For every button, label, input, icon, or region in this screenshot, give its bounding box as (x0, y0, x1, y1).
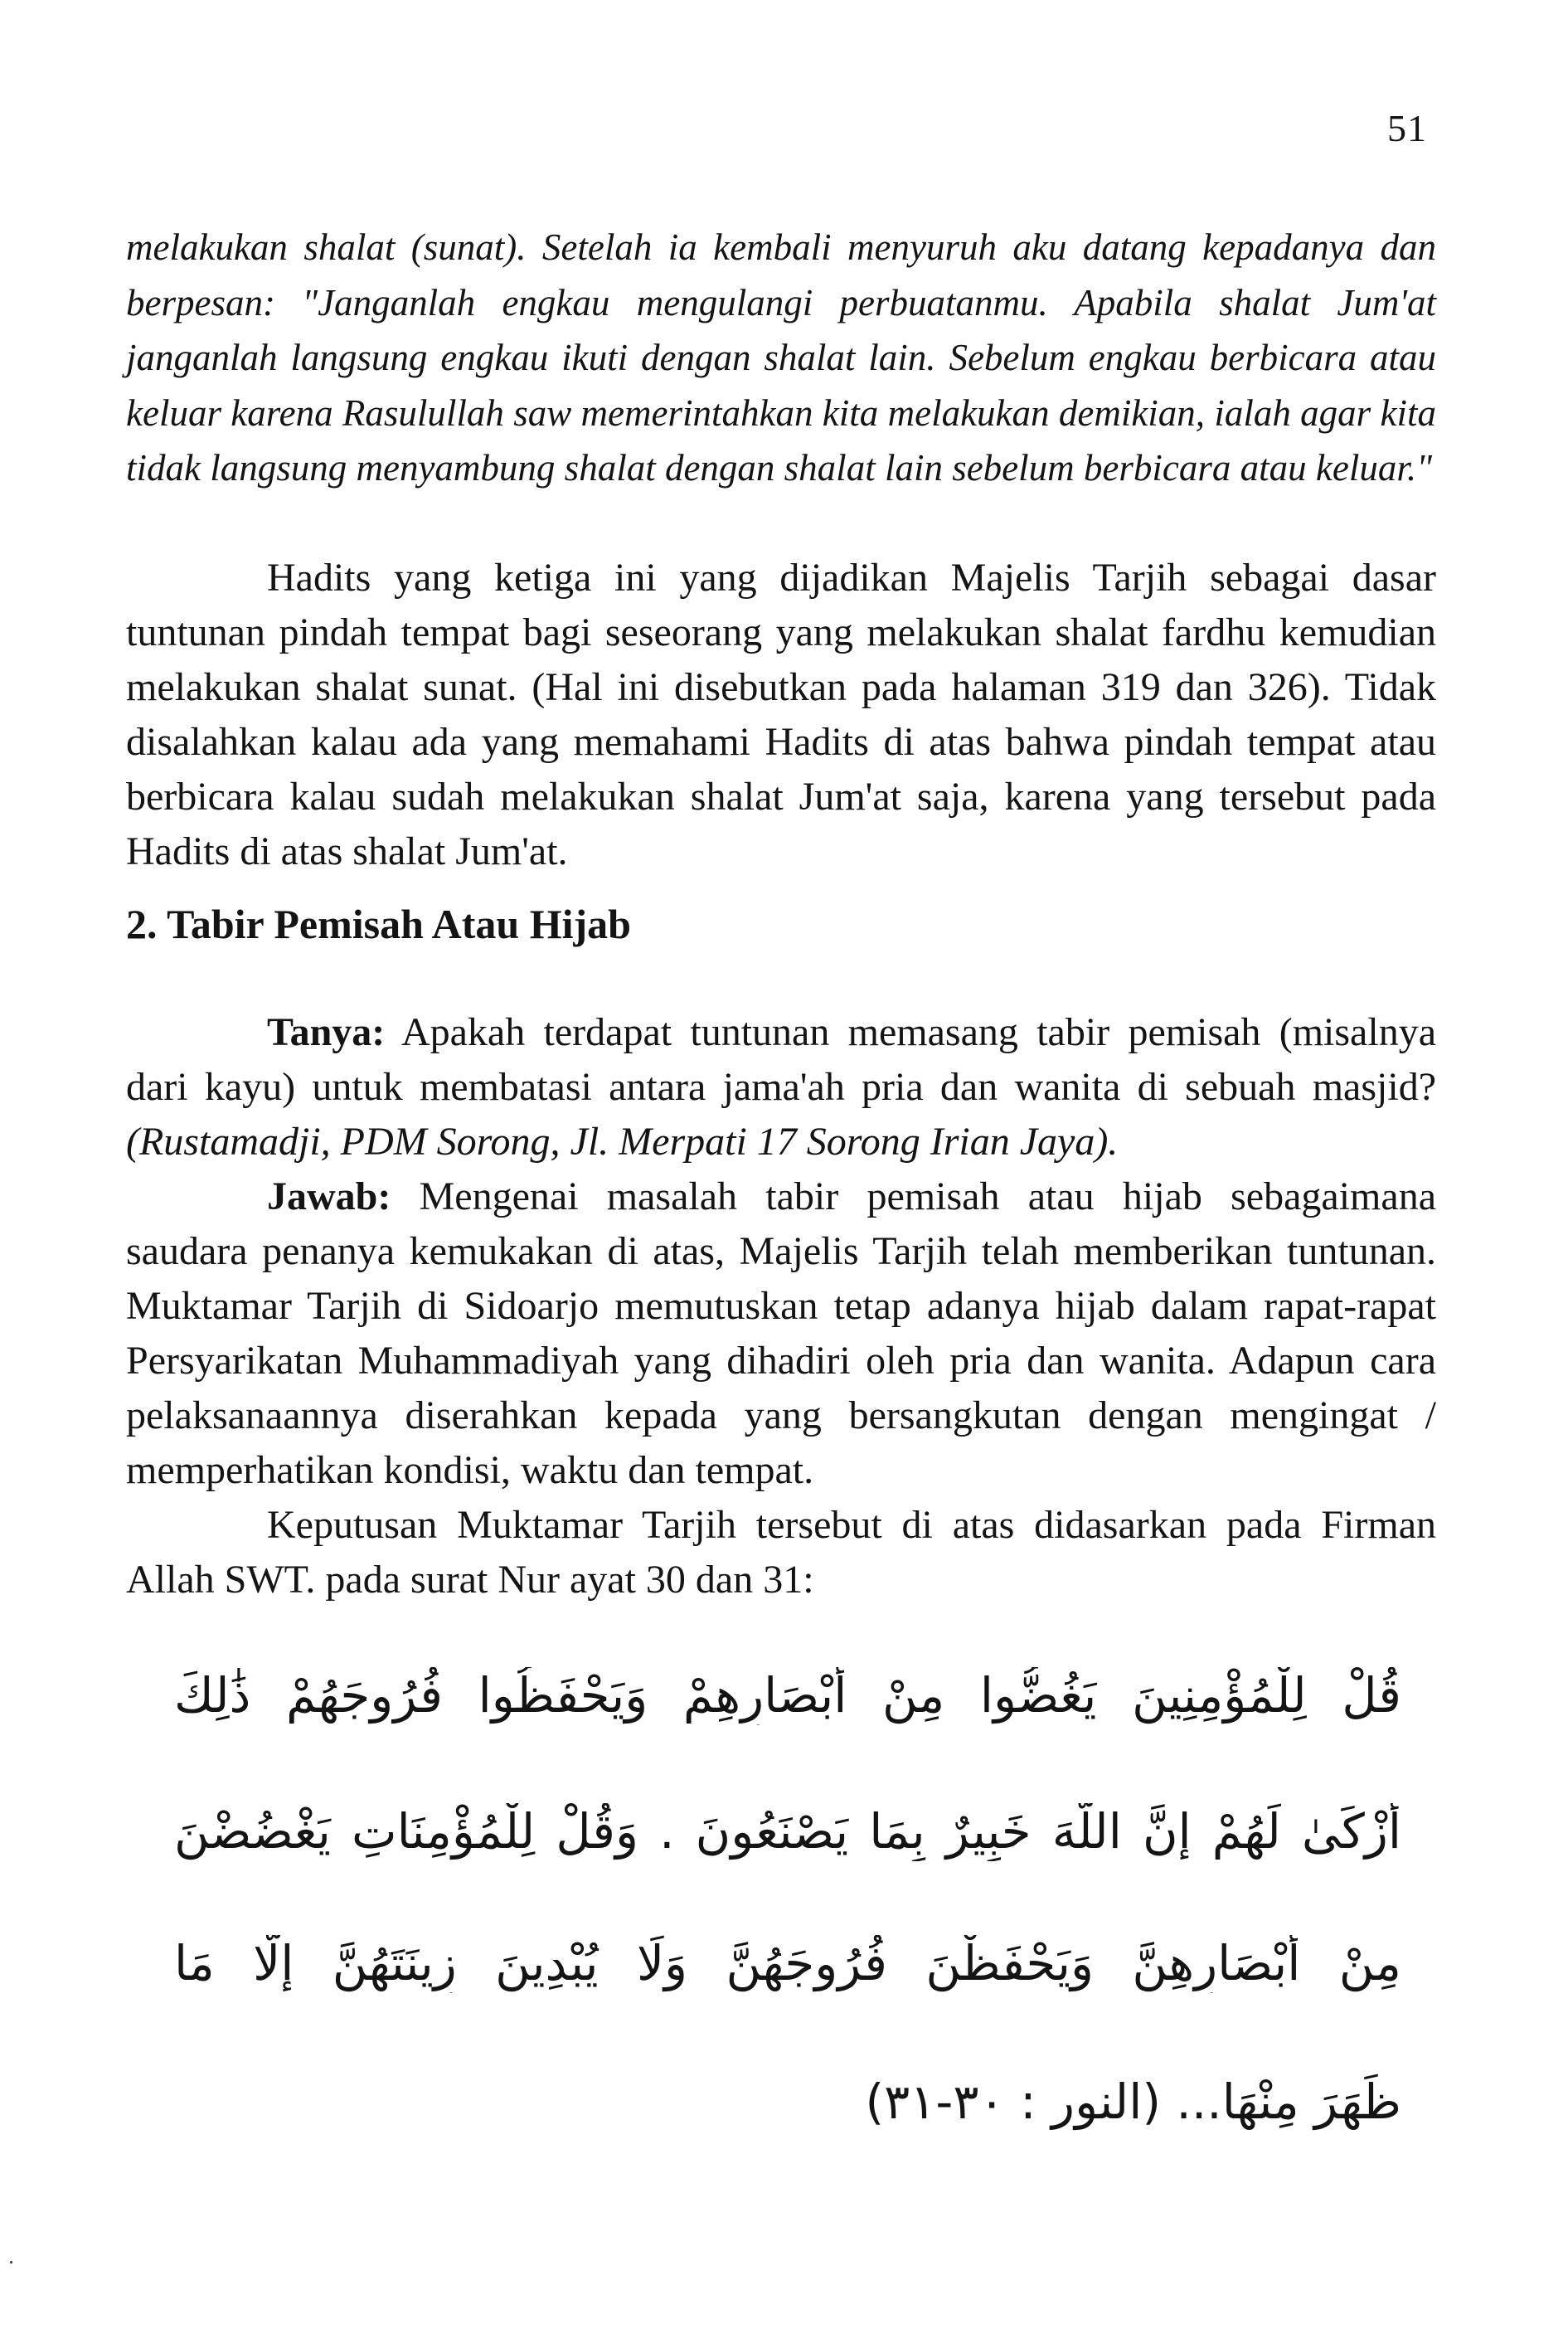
commentary-block (126, 551, 1436, 879)
question-paragraph (126, 1005, 1436, 1169)
arabic-verse-line-4: ظَهَرَ مِنْهَا... (النور : ٣٠-٣١) (865, 2074, 1401, 2130)
paragraph-hadits: Hadits yang ketiga ini yang dijadikan Majelis Tarjih sebagai dasar tuntunan pindah tempat bagi seseorang yang melakukan shalat fardhu kemudian melakukan shalat sunat. (Hal ini disebutkan pada halaman 319 dan 326). Tidak disalahkan kalau ada yang memahami Hadits di atas bahwa pindah tempat atau berbicara kalau sudah melakukan shalat Jum'at saja, karena yang tersebut pada Hadits di atas shalat Jum'at. (126, 556, 1436, 873)
answer-label: Jawab: (267, 1174, 391, 1218)
paragraph-keputusan: Keputusan Muktamar Tarjih tersebut di atas didasarkan pada Firman Allah SWT. pada surat Nur ayat 30 dan 31: (126, 1503, 1436, 1602)
hadith-quote-text: melakukan shalat (sunat). Setelah ia kembali menyuruh aku datang kepadanya dan berpesan: "Janganlah engkau mengulangi perbuatanmu. Apabila shalat Jum'at janganlah langsung engkau ikuti dengan shalat lain. Sebelum engkau berbicara atau keluar karena Rasulullah saw memerintahkan kita melakukan demikian, ialah agar kita tidak langsung menyambung shalat dengan shalat lain sebelum berbicara atau keluar." (126, 226, 1436, 489)
question-text: Apakah terdapat tuntunan memasang tabir pemisah (misalnya dari kayu) untuk membatasi antara jama'ah pria dan wanita di sebuah masjid? (126, 1010, 1436, 1109)
scan-mark: . (8, 2244, 14, 2269)
hadith-quote (126, 220, 1436, 496)
page-number: 51 (1387, 107, 1427, 149)
arabic-verse-line-1: قُلْ لِلْمُؤْمِنِينَ يَغُضُّوا مِنْ أَبْصَارِهِمْ وَيَحْفَظُوا فُرُوجَهُمْ ذَٰلِكَ (174, 1667, 1401, 1724)
section-heading: 2. Tabir Pemisah Atau Hijab (126, 901, 631, 947)
question-label: Tanya: (267, 1010, 386, 1054)
question-answer-block (126, 1005, 1436, 1607)
question-source: (Rustamadji, PDM Sorong, Jl. Merpati 17 Sorong Irian Jaya). (126, 1120, 1119, 1164)
answer-paragraph (126, 1169, 1436, 1498)
arabic-verse-line-3: مِنْ أَبْصَارِهِنَّ وَيَحْفَظْنَ فُرُوجَهُنَّ وَلَا يُبْدِينَ زِينَتَهُنَّ إِلَّا مَا (174, 1935, 1401, 1991)
arabic-verse-line-2: أَزْكَىٰ لَهُمْ إِنَّ اللَّهَ خَبِيرٌ بِمَا يَصْنَعُونَ . وَقُلْ لِلْمُؤْمِنَاتِ يَغْضُضْنَ (174, 1803, 1401, 1860)
answer-text: Mengenai masalah tabir pemisah atau hijab sebagaimana saudara penanya kemukakan di atas, Majelis Tarjih telah memberikan tuntunan. Muktamar Tarjih di Sidoarjo memutuskan tetap adanya hijab dalam rapat-rapat Persyarikatan Muhammadiyah yang dihadiri oleh pria dan wanita. Adapun cara pelaksanaannya diserahkan kepada yang bersangkutan dengan mengingat / memperhatikan kondisi, waktu dan tempat. (126, 1174, 1436, 1492)
